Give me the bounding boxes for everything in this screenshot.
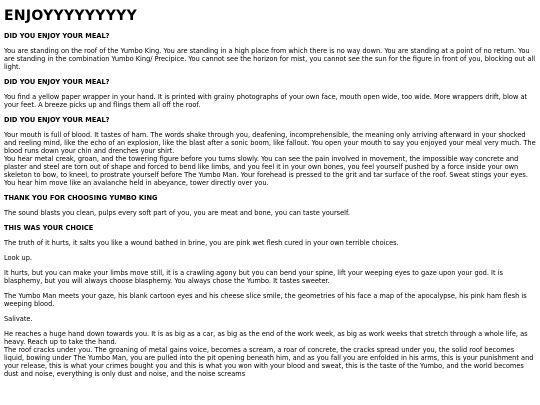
paragraph: Look up.: [4, 254, 33, 262]
page-title: ENJOYYYYYYYYY: [4, 8, 138, 24]
section-heading: THANK YOU FOR CHOOSING YUMBO KING: [4, 194, 158, 202]
section-heading: THIS WAS YOUR CHOICE: [4, 224, 94, 232]
paragraph: The Yumbo Man meets your gaze, his blank cartoon eyes and his cheese slice smile, the geometries of his face a map of the apocalypse, his pink ham flesh is weeping blood.: [4, 292, 527, 308]
paragraph: You are standing on the roof of the Yumbo King. You are standing in a high place from which there is no way down. You are standing at a point of no return. You are standing in the combination Yumbo King/ Precipice. You cannot see the horizon for mist, you cannot see the sun for the figure in front of you, blocking out all light.: [4, 47, 536, 71]
paragraph: Salivate.: [4, 315, 33, 323]
paragraph: It hurts, but you can make your limbs move still, it is a crawling agony but you can bend your spine, lift your weeping eyes to gaze upon your god. It is blasphemy, but you will always choose blasphemy. You always chose the Yumbo. It tastes sweeter.: [4, 269, 503, 285]
section-heading: DID YOU ENJOY YOUR MEAL?: [4, 32, 110, 40]
section-heading: DID YOU ENJOY YOUR MEAL?: [4, 116, 110, 124]
section-heading: DID YOU ENJOY YOUR MEAL?: [4, 78, 110, 86]
paragraph: The sound blasts you clean, pulps every soft part of you, you are meat and bone, you can taste yourself.: [4, 209, 350, 217]
paragraph: Your mouth is full of blood. It tastes of ham. The words shake through you, deafening, incomprehensible, the meaning only arriving afterward in your shocked and reeling mind, like the echo of an explosion, like the blast after a sonic boom, like fallout. You open your mouth to say you enjoyed your meal very much. The blood runs down your chin and drenches your shirt. You hear metal creak, groan, and the towering figure before you turns slowly. You can see the pain involved in movement, the impossible way concrete and plaster and steel are torn out of shape and forced to bend like limbs, and you feel it in your own bones, you feel yourself pushed by a force inside your own skeleton to bow, to kneel, to prostrate yourself before The Yumbo Man. Your forehead is pressed to the grit and tar surface of the roof. Sweat stings your eyes. You hear him move like an avalanche held in abeyance, tower directly over you.: [4, 131, 536, 187]
paragraph: You find a yellow paper wrapper in your hand. It is printed with grainy photographs of your own face, mouth open wide, too wide. More wrappers drift, blow at your feet. A breeze picks up and flings them all off the roof.: [4, 93, 528, 109]
paragraph: The truth of it hurts, it salts you like a wound bathed in brine, you are pink wet flesh cured in your own terrible choices.: [4, 239, 399, 247]
paragraph: He reaches a huge hand down towards you. It is as big as a car, as big as the end of the work week, as big as work weeks that stretch through a whole life, as heavy. Reach up to take the hand. The roof cracks under you. The groaning of metal gains voice, becomes a scream, a roar of concrete, the cracks spread under you, the solid roof becomes liquid, bowing under The Yumbo Man, you are pulled into the pit opening beneath him, and as you fall you are enfolded in his arms, this is your punishment and your release, this is what your crimes bought you and this is what you won with your blood and sweat, this is the taste of the Yumbo, and the world becomes dust and noise, everything is only dust and noise, and the noise screams: [4, 330, 534, 378]
